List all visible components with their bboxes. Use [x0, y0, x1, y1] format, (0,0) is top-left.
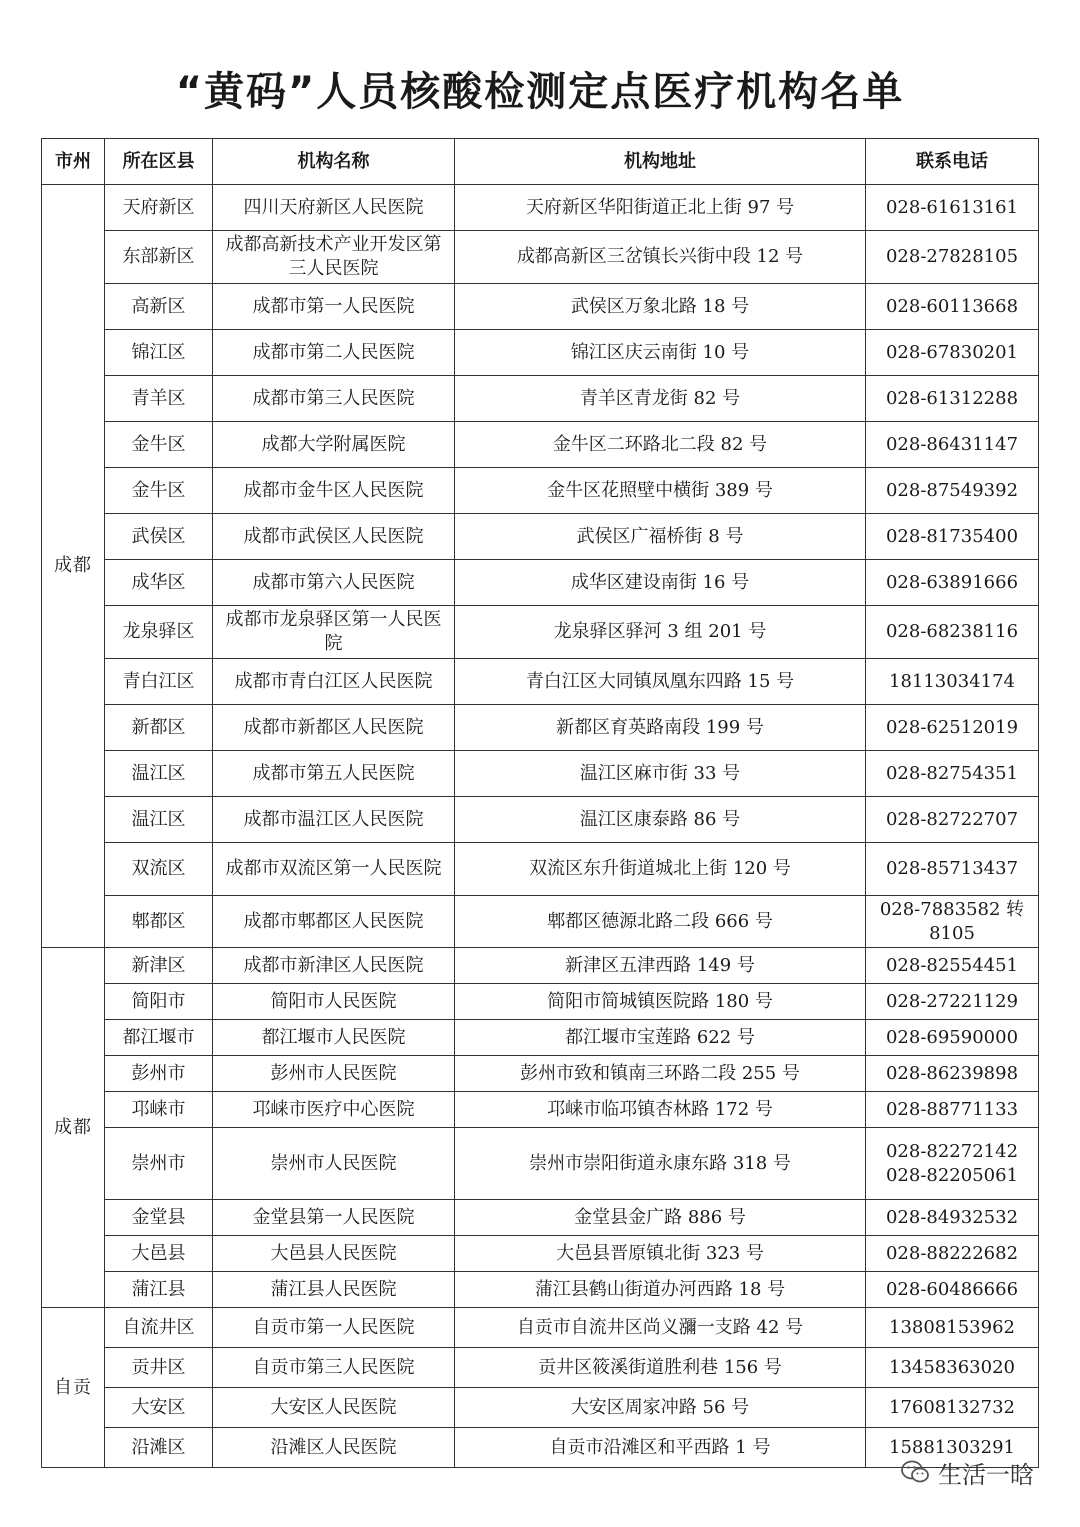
phone-cell: 028-69590000: [866, 1020, 1039, 1056]
institution-name-cell: 彭州市人民医院: [213, 1056, 455, 1092]
address-cell: 龙泉驿区驿河 3 组 201 号: [455, 606, 866, 659]
header-phone: 联系电话: [866, 139, 1039, 185]
district-cell: 郫都区: [105, 896, 213, 948]
wechat-icon: [900, 1459, 930, 1485]
institution-name-cell: 崇州市人民医院: [213, 1128, 455, 1200]
table-row: [42, 1348, 1039, 1388]
phone-cell: 028-82754351: [866, 751, 1039, 797]
address-cell: 天府新区华阳街道正北上街 97 号: [455, 185, 866, 231]
institution-name-cell: 自贡市第一人民医院: [213, 1308, 455, 1348]
institution-name-cell: 简阳市人民医院: [213, 984, 455, 1020]
table-row: [42, 896, 1039, 948]
table-row: [42, 185, 1039, 231]
institution-table: [41, 138, 1039, 1468]
table-row: [42, 1200, 1039, 1236]
address-cell: 双流区东升街道城北上街 120 号: [455, 843, 866, 896]
table-row: [42, 330, 1039, 376]
table-row: [42, 1092, 1039, 1128]
address-cell: 蒲江县鹤山街道办河西路 18 号: [455, 1272, 866, 1308]
table-row: [42, 948, 1039, 984]
address-cell: 武侯区广福桥街 8 号: [455, 514, 866, 560]
phone-cell: 028-84932532: [866, 1200, 1039, 1236]
district-cell: 新都区: [105, 705, 213, 751]
table-row: [42, 1308, 1039, 1348]
table-row: [42, 422, 1039, 468]
phone-cell: 028-27828105: [866, 231, 1039, 284]
phone-cell: 15881303291: [866, 1428, 1039, 1468]
table-row: [42, 560, 1039, 606]
district-cell: 成华区: [105, 560, 213, 606]
district-cell: 大邑县: [105, 1236, 213, 1272]
phone-cell: 028-60486666: [866, 1272, 1039, 1308]
institution-name-cell: 大邑县人民医院: [213, 1236, 455, 1272]
institution-name-cell: 成都市第五人民医院: [213, 751, 455, 797]
table-row: [42, 514, 1039, 560]
header-institution-name: 机构名称: [213, 139, 455, 185]
district-cell: 金牛区: [105, 422, 213, 468]
district-cell: 高新区: [105, 284, 213, 330]
table-body: [42, 185, 1039, 1468]
district-cell: 金堂县: [105, 1200, 213, 1236]
district-cell: 龙泉驿区: [105, 606, 213, 659]
table-row: [42, 231, 1039, 284]
address-cell: 温江区麻市街 33 号: [455, 751, 866, 797]
institution-name-cell: 成都市金牛区人民医院: [213, 468, 455, 514]
institution-name-cell: 蒲江县人民医院: [213, 1272, 455, 1308]
district-cell: 沿滩区: [105, 1428, 213, 1468]
institution-name-cell: 成都市新都区人民医院: [213, 705, 455, 751]
phone-cell: 028-87549392: [866, 468, 1039, 514]
address-cell: 自贡市自流井区尚义瀰一支路 42 号: [455, 1308, 866, 1348]
institution-name-cell: 成都市新津区人民医院: [213, 948, 455, 984]
phone-cell: 028-7883582 转 8105: [866, 896, 1039, 948]
district-cell: 锦江区: [105, 330, 213, 376]
address-cell: 新津区五津西路 149 号: [455, 948, 866, 984]
district-cell: 邛崃市: [105, 1092, 213, 1128]
address-cell: 新都区育英路南段 199 号: [455, 705, 866, 751]
phone-cell: 17608132732: [866, 1388, 1039, 1428]
table-row: [42, 1428, 1039, 1468]
phone-cell: 028-61312288: [866, 376, 1039, 422]
table-row: [42, 1128, 1039, 1200]
address-cell: 青白江区大同镇凤凰东四路 15 号: [455, 659, 866, 705]
district-cell: 简阳市: [105, 984, 213, 1020]
table-row: [42, 843, 1039, 896]
table-row: [42, 984, 1039, 1020]
district-cell: 金牛区: [105, 468, 213, 514]
phone-cell: 028-63891666: [866, 560, 1039, 606]
table-row: [42, 468, 1039, 514]
address-cell: 成华区建设南街 16 号: [455, 560, 866, 606]
table-row: [42, 659, 1039, 705]
phone-cell: 028-82722707: [866, 797, 1039, 843]
watermark-text: 生活一晗: [938, 1460, 1034, 1489]
phone-cell: 028-81735400: [866, 514, 1039, 560]
table-row: [42, 751, 1039, 797]
table-row: [42, 284, 1039, 330]
header-address: 机构地址: [455, 139, 866, 185]
phone-cell: 18113034174: [866, 659, 1039, 705]
address-cell: 金牛区花照壁中横街 389 号: [455, 468, 866, 514]
city-cell: 自贡: [42, 1308, 105, 1468]
address-cell: 武侯区万象北路 18 号: [455, 284, 866, 330]
institution-name-cell: 成都市郫都区人民医院: [213, 896, 455, 948]
phone-cell: 028-88771133: [866, 1092, 1039, 1128]
institution-name-cell: 四川天府新区人民医院: [213, 185, 455, 231]
address-cell: 都江堰市宝莲路 622 号: [455, 1020, 866, 1056]
table-row: [42, 1272, 1039, 1308]
phone-cell: 028-85713437: [866, 843, 1039, 896]
institution-name-cell: 成都大学附属医院: [213, 422, 455, 468]
address-cell: 彭州市致和镇南三环路二段 255 号: [455, 1056, 866, 1092]
institution-name-cell: 成都市武侯区人民医院: [213, 514, 455, 560]
address-cell: 青羊区青龙街 82 号: [455, 376, 866, 422]
district-cell: 青白江区: [105, 659, 213, 705]
phone-cell: 028-86431147: [866, 422, 1039, 468]
address-cell: 邛崃市临邛镇杏林路 172 号: [455, 1092, 866, 1128]
address-cell: 贡井区筱溪街道胜利巷 156 号: [455, 1348, 866, 1388]
district-cell: 温江区: [105, 751, 213, 797]
address-cell: 金牛区二环路北二段 82 号: [455, 422, 866, 468]
institution-name-cell: 成都市双流区第一人民医院: [213, 843, 455, 896]
district-cell: 温江区: [105, 797, 213, 843]
institution-name-cell: 成都市温江区人民医院: [213, 797, 455, 843]
institution-name-cell: 成都市青白江区人民医院: [213, 659, 455, 705]
header-city: 市州: [42, 139, 105, 185]
address-cell: 简阳市简城镇医院路 180 号: [455, 984, 866, 1020]
district-cell: 双流区: [105, 843, 213, 896]
institution-name-cell: 成都市第二人民医院: [213, 330, 455, 376]
institution-name-cell: 成都市第一人民医院: [213, 284, 455, 330]
phone-cell: 13458363020: [866, 1348, 1039, 1388]
institution-name-cell: 成都高新技术产业开发区第三人民医院: [213, 231, 455, 284]
institution-name-cell: 自贡市第三人民医院: [213, 1348, 455, 1388]
watermark: [900, 1452, 1034, 1492]
district-cell: 彭州市: [105, 1056, 213, 1092]
city-cell: 成都: [42, 948, 105, 1308]
phone-cell: 028-82272142 028-82205061: [866, 1128, 1039, 1200]
phone-cell: 028-62512019: [866, 705, 1039, 751]
institution-name-cell: 都江堰市人民医院: [213, 1020, 455, 1056]
district-cell: 都江堰市: [105, 1020, 213, 1056]
phone-cell: 028-61613161: [866, 185, 1039, 231]
table-row: [42, 606, 1039, 659]
district-cell: 大安区: [105, 1388, 213, 1428]
phone-cell: 028-67830201: [866, 330, 1039, 376]
table-row: [42, 1020, 1039, 1056]
address-cell: 大邑县晋原镇北街 323 号: [455, 1236, 866, 1272]
institution-name-cell: 成都市第三人民医院: [213, 376, 455, 422]
district-cell: 自流井区: [105, 1308, 213, 1348]
phone-cell: 028-86239898: [866, 1056, 1039, 1092]
institution-name-cell: 成都市第六人民医院: [213, 560, 455, 606]
table-row: [42, 1388, 1039, 1428]
phone-cell: 028-82554451: [866, 948, 1039, 984]
address-cell: 大安区周家冲路 56 号: [455, 1388, 866, 1428]
district-cell: 东部新区: [105, 231, 213, 284]
table-row: [42, 1056, 1039, 1092]
institution-name-cell: 邛崃市医疗中心医院: [213, 1092, 455, 1128]
district-cell: 青羊区: [105, 376, 213, 422]
phone-cell: 028-27221129: [866, 984, 1039, 1020]
table-row: [42, 797, 1039, 843]
phone-cell: 028-88222682: [866, 1236, 1039, 1272]
address-cell: 自贡市沿滩区和平西路 1 号: [455, 1428, 866, 1468]
district-cell: 崇州市: [105, 1128, 213, 1200]
address-cell: 郫都区德源北路二段 666 号: [455, 896, 866, 948]
institution-name-cell: 大安区人民医院: [213, 1388, 455, 1428]
phone-cell: 028-68238116: [866, 606, 1039, 659]
table-row: [42, 376, 1039, 422]
district-cell: 新津区: [105, 948, 213, 984]
institution-name-cell: 沿滩区人民医院: [213, 1428, 455, 1468]
institution-name-cell: 金堂县第一人民医院: [213, 1200, 455, 1236]
address-cell: 金堂县金广路 886 号: [455, 1200, 866, 1236]
header-district: 所在区县: [105, 139, 213, 185]
page-title: “黄码”人员核酸检测定点医疗机构名单: [175, 69, 905, 115]
table-header-row: [42, 139, 1039, 185]
institution-name-cell: 成都市龙泉驿区第一人民医院: [213, 606, 455, 659]
district-cell: 贡井区: [105, 1348, 213, 1388]
city-cell: 成都: [42, 185, 105, 948]
district-cell: 蒲江县: [105, 1272, 213, 1308]
address-cell: 温江区康泰路 86 号: [455, 797, 866, 843]
district-cell: 武侯区: [105, 514, 213, 560]
address-cell: 锦江区庆云南街 10 号: [455, 330, 866, 376]
table-row: [42, 705, 1039, 751]
address-cell: 成都高新区三岔镇长兴街中段 12 号: [455, 231, 866, 284]
phone-cell: 028-60113668: [866, 284, 1039, 330]
table-row: [42, 1236, 1039, 1272]
phone-cell: 13808153962: [866, 1308, 1039, 1348]
address-cell: 崇州市崇阳街道永康东路 318 号: [455, 1128, 866, 1200]
district-cell: 天府新区: [105, 185, 213, 231]
